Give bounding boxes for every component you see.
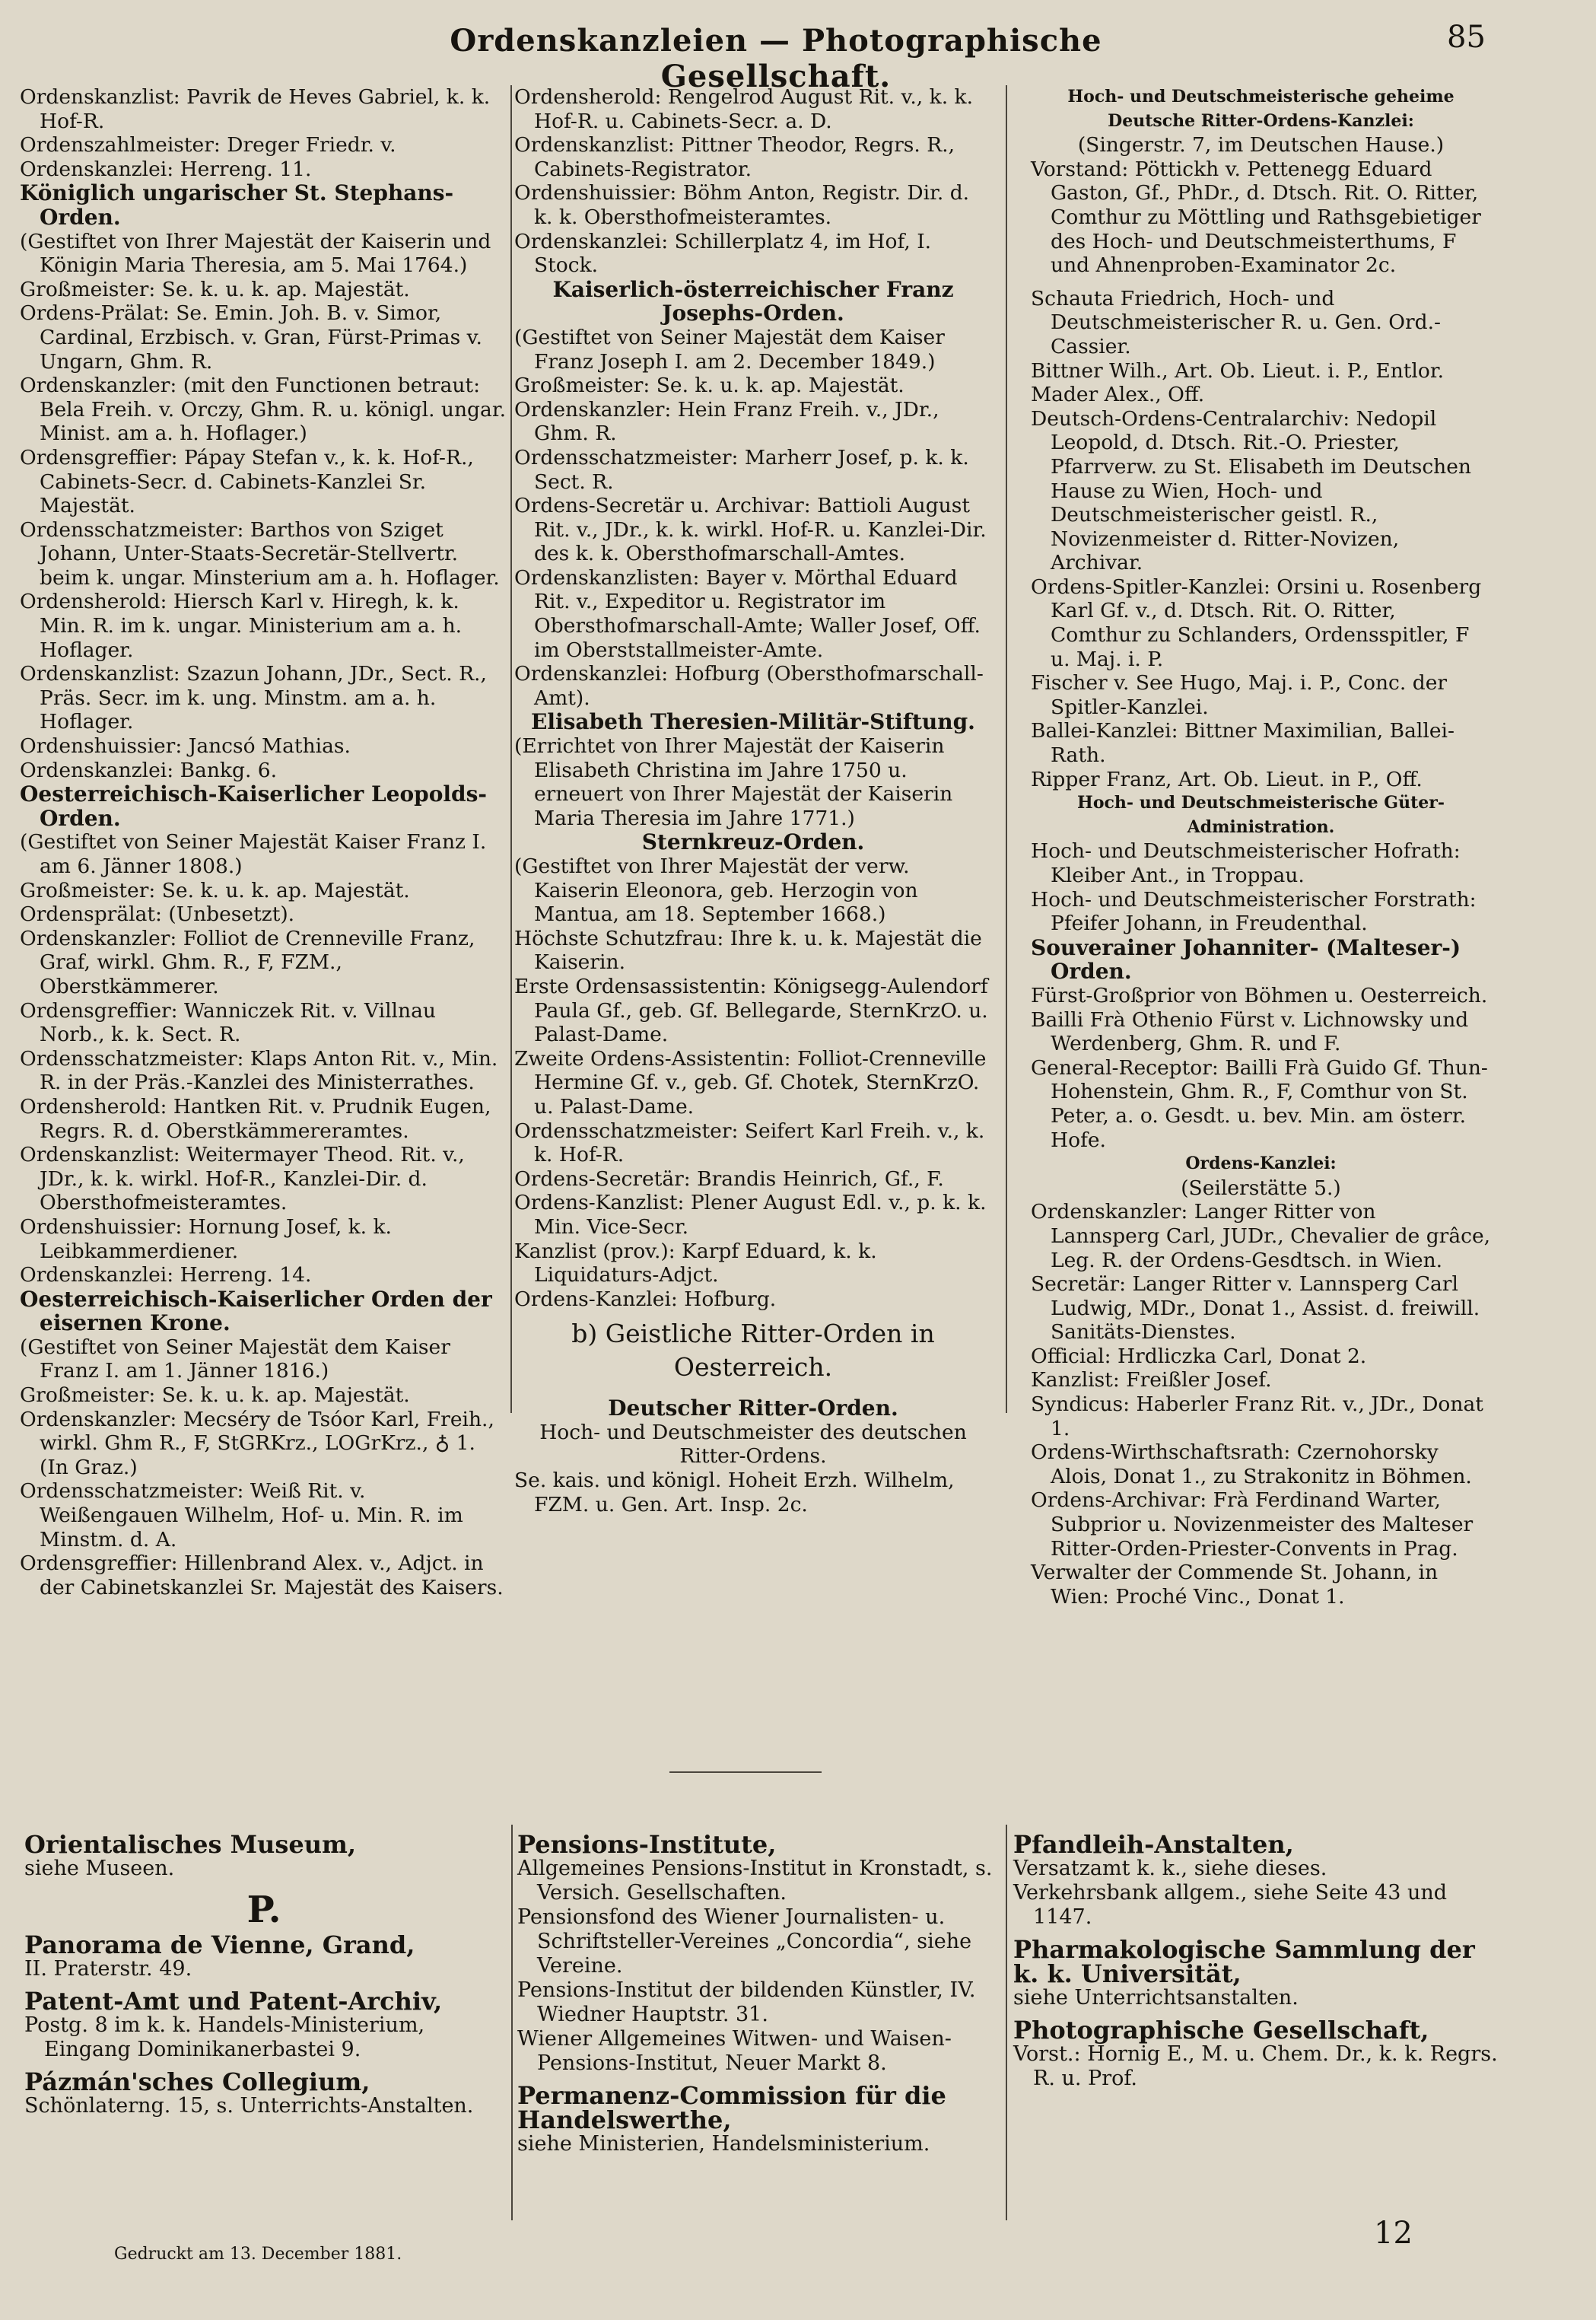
- entry-line: Ordenskanzlist: Pavrik de Heves Gabriel, k. k. Hof-R.: [20, 85, 491, 133]
- section-heading: Oesterreichisch-Kaiserlicher Orden der eisernen Krone.: [20, 1286, 492, 1336]
- entry-line: Kanzlist (prov.): Karpf Eduard, k. k. Liquidaturs-Adjct.: [514, 1239, 877, 1287]
- entry-line: Vorstand: Pöttickh v. Pettenegg Eduard Gaston, Gf., PhDr., d. Dtsch. Rit. O. Ritter, Comthur zu Möttling und Rathsgebietiger des Hoch- und Deutschmeisterthums, F und Ahnenproben-Examinator 2c.: [1031, 157, 1481, 278]
- entry-line: Ordensgreffier: Hillenbrand Alex. v., Adjct. in der Cabinetskanzlei Sr. Majestät des Kaisers.: [20, 1551, 504, 1599]
- index-column-right: [1013, 1825, 1500, 2091]
- entry-line: Verkehrsbank allgem., siehe Seite 43 und 1147.: [1013, 1881, 1448, 1929]
- entry-line: Ordens-Kanzlei: Hofburg.: [514, 1287, 777, 1311]
- entry-line: (Gestiftet von Seiner Majestät dem Kaiser Franz I. am 1. Jänner 1816.): [20, 1335, 450, 1383]
- entry-line: Secretär: Langer Ritter v. Lannsperg Carl Ludwig, MDr., Donat 1., Assist. d. freiwill. Sanitäts-Dienstes.: [1031, 1272, 1480, 1345]
- entry-line: Großmeister: Se. k. u. k. ap. Majestät.: [514, 374, 905, 398]
- entry-line: Ordenskanzlist: Szazun Johann, JDr., Sect. R., Präs. Secr. im k. ung. Minstm. am a. h. Hoflager.: [20, 662, 487, 734]
- entry-line: Ordenskanzler: Hein Franz Freih. v., JDr., Ghm. R.: [514, 397, 939, 446]
- entry-line: Ordenskanzlei: Herreng. 11.: [20, 157, 312, 181]
- entry-line: Ordenskanzlisten: Bayer v. Mörthal Eduard Rit. v., Expeditor u. Registrator im Obersthofmarschall-Amte; Waller Josef, Off. im Oberststallmeister-Amte.: [514, 565, 981, 662]
- entry-line: (Singerstr. 7, im Deutschen Hause.): [1077, 133, 1445, 158]
- column-divider: [511, 1825, 513, 2220]
- entry-line: Ordenskanzler: Mecséry de Tsóor Karl, Freih., wirkl. Ghm R., F, StGRKrz., LOGrKrz., ♁ 1. (In Graz.): [20, 1407, 494, 1479]
- entry-line: Ordens-Prälat: Se. Emin. Joh. B. v. Simor, Cardinal, Erzbisch. v. Gran, Fürst-Primas v. Ungarn, Ghm. R.: [20, 301, 482, 374]
- entry-line: Ordensgreffier: Wanniczek Rit. v. Villnau Norb., k. k. Sect. R.: [20, 998, 436, 1047]
- entry-line: (Errichtet von Ihrer Majestät der Kaiserin Elisabeth Christina im Jahre 1750 u. erneuert von Ihrer Majestät der Kaiserin Maria Theresia im Jahre 1771.): [514, 734, 953, 830]
- entry-line: Ordens-Kanzlist: Plener August Edl. v., p. k. k. Min. Vice-Secr.: [514, 1191, 987, 1239]
- column-right: [1031, 85, 1491, 1609]
- entry-line: Schönlaterng. 15, s. Unterrichts-Anstalten.: [24, 2094, 474, 2118]
- column-left: [20, 85, 507, 1599]
- entry-line: Zweite Ordens-Assistentin: Folliot-Crenneville Hermine Gf. v., geb. Gf. Chotek, SternKrzO. u. Palast-Dame.: [514, 1046, 987, 1119]
- entry-line: Ordenskanzlei: Schillerplatz 4, im Hof, I. Stock.: [514, 229, 932, 278]
- section-heading: Panorama de Vienne, Grand,: [24, 1930, 415, 1959]
- entry-line: (Gestiftet von Ihrer Majestät der verw. Kaiserin Eleonora, geb. Herzogin von Mantua, am 18. September 1668.): [514, 854, 918, 927]
- section-heading: Pfandleih-Anstalten,: [1013, 1830, 1294, 1859]
- section-divider: [669, 1771, 822, 1773]
- entry-line: Ordenskanzlist: Weitermayer Theod. Rit. v., JDr., k. k. wirkl. Hof-R., Kanzlei-Dir. d. Obersthofmeisteramtes.: [20, 1143, 465, 1215]
- section-heading: Photographische Gesellschaft,: [1013, 2016, 1429, 2045]
- entry-line: Ordensprälat: (Unbesetzt).: [20, 902, 295, 927]
- entry-line: (Seilerstätte 5.): [1181, 1176, 1341, 1200]
- entry-line: Verwalter der Commende St. Johann, in Wien: Proché Vinc., Donat 1.: [1031, 1561, 1439, 1609]
- entry-line: Pensionsfond des Wiener Journalisten- u. Schriftsteller-Vereines „Concordia“, siehe Vereine.: [517, 1905, 972, 1978]
- entry-line: Ordensschatzmeister: Weiß Rit. v. Weißengauen Wilhelm, Hof- u. Min. R. im Minstm. d. A.: [20, 1479, 463, 1551]
- entry-line: Ordens-Secretär u. Archivar: Battioli August Rit. v., JDr., k. k. wirkl. Hof-R. u. Kanzlei-Dir. des k. k. Obersthofmarschall-Amtes.: [514, 494, 987, 566]
- subsection-heading: Hoch- und Deutschmeisterische geheime Deutsche Ritter-Ordens-Kanzlei:: [1067, 87, 1455, 131]
- entry-line: Ordens-Spitler-Kanzlei: Orsini u. Rosenberg Karl Gf. v., d. Dtsch. Rit. O. Ritter, Comthur zu Schlanders, Ordensspitler, F u. Maj. i. P.: [1031, 574, 1482, 671]
- entry-line: Bailli Frà Othenio Fürst v. Lichnowsky und Werdenberg, Ghm. R. und F.: [1031, 1007, 1469, 1056]
- column-divider: [510, 85, 512, 1413]
- index-column-middle: [517, 1825, 1000, 2156]
- entry-line: Versatzamt k. k., siehe dieses.: [1013, 1857, 1327, 1880]
- index-column-left: [24, 1825, 504, 2118]
- section-heading: Kaiserlich-österreichischer Franz Josephs-Orden.: [552, 276, 954, 326]
- entry-line: Ordenskanzlei: Herreng. 14.: [20, 1263, 312, 1287]
- entry-line: Erste Ordensassistentin: Königsegg-Aulendorf Paula Gf., geb. Gf. Bellegarde, SternKrzO. u. Palast-Dame.: [514, 974, 988, 1047]
- column-middle: [514, 85, 992, 1516]
- section-heading: Pázmán'sches Collegium,: [24, 2067, 370, 2096]
- entry-line: Ordenszahlmeister: Dreger Friedr. v.: [20, 133, 396, 158]
- entry-line: Ordenskanzler: (mit den Functionen betraut: Bela Freih. v. Orczy, Ghm. R. u. königl. ungar. Minist. am a. h. Hoflager.): [20, 374, 506, 446]
- entry-line: Wiener Allgemeines Witwen- und Waisen-Pensions-Institut, Neuer Markt 8.: [517, 2027, 952, 2075]
- index-reference: siehe Museen.: [24, 1857, 175, 1880]
- entry-line: (Gestiftet von Seiner Majestät dem Kaiser Franz Joseph I. am 2. December 1849.): [514, 325, 945, 374]
- index-letter: P.: [246, 1889, 281, 1931]
- column-divider: [1006, 85, 1007, 1413]
- entry-line: Se. kais. und königl. Hoheit Erzh. Wilhelm, FZM. u. Gen. Art. Insp. 2c.: [514, 1469, 955, 1516]
- page-number: 85: [1447, 20, 1486, 55]
- section-heading: Patent-Amt und Patent-Archiv,: [24, 1987, 443, 2016]
- entry-line: Fürst-Großprior von Böhmen u. Oesterreich.: [1031, 983, 1488, 1007]
- section-heading: Souverainer Johanniter- (Malteser-) Orden.: [1031, 934, 1461, 985]
- entry-line: General-Receptor: Bailli Frà Guido Gf. Thun-Hohenstein, Ghm. R., F, Comthur von St. Peter, a. o. Gesdt. u. bev. Min. am österr. Hofe.: [1031, 1055, 1488, 1152]
- entry-line: Mader Alex., Off.: [1031, 383, 1205, 407]
- part-heading: b) Geistliche Ritter-Orden in Oesterreich.: [571, 1319, 935, 1383]
- entry-line: Ordensherold: Rengelrod August Rit. v., k. k. Hof-R. u. Cabinets-Secr. a. D.: [514, 85, 974, 133]
- entry-line: Ordenskanzler: Langer Ritter von Lannsperg Carl, JUDr., Chevalier de grâce, Leg. R. der Ordens-Gesdtsch. in Wien.: [1031, 1200, 1491, 1272]
- entry-line: Ordensherold: Hiersch Karl v. Hiregh, k. k. Min. R. im k. ungar. Ministerium am a. h. Hoflager.: [20, 590, 463, 662]
- section-heading: Königlich ungarischer St. Stephans-Orden.: [20, 180, 454, 230]
- column-divider: [1006, 1825, 1007, 2220]
- entry-line: (Gestiftet von Seiner Majestät Kaiser Franz I. am 6. Jänner 1808.): [20, 830, 487, 878]
- entry-line: Großmeister: Se. k. u. k. ap. Majestät.: [20, 1383, 410, 1408]
- entry-line: Official: Hrdliczka Carl, Donat 2.: [1031, 1344, 1367, 1368]
- entry-line: Ordens-Wirthschaftsrath: Czernohorsky Alois, Donat 1., zu Strakonitz in Böhmen.: [1031, 1440, 1472, 1488]
- entry-line: Kanzlist: Freißler Josef.: [1031, 1368, 1272, 1392]
- index-reference: II. Praterstr. 49.: [24, 1957, 192, 1981]
- entry-line: Höchste Schutzfrau: Ihre k. u. k. Majestät die Kaiserin.: [514, 926, 982, 975]
- entry-line: Ordensschatzmeister: Seifert Karl Freih. v., k. k. Hof-R.: [514, 1119, 985, 1167]
- entry-line: (Gestiftet von Ihrer Majestät der Kaiserin und Königin Maria Theresia, am 5. Mai 1764.): [20, 229, 491, 278]
- entry-line: Vorst.: Hornig E., M. u. Chem. Dr., k. k. Regrs. R. u. Prof.: [1013, 2042, 1498, 2090]
- entry-line: Hoch- und Deutschmeister des deutschen Ritter-Ordens.: [539, 1420, 967, 1469]
- print-date: Gedruckt am 13. December 1881.: [114, 2245, 402, 2264]
- entry-line: Ordensherold: Hantken Rit. v. Prudnik Eugen, Regrs. R. d. Oberstkämmereramtes.: [20, 1094, 491, 1143]
- entry-line: Ordensschatzmeister: Klaps Anton Rit. v., Min. R. in der Präs.-Kanzlei des Ministerrathes.: [20, 1046, 498, 1095]
- entry-line: Großmeister: Se. k. u. k. ap. Majestät.: [20, 277, 410, 301]
- section-heading: Deutscher Ritter-Orden.: [608, 1396, 898, 1421]
- entry-line: Ripper Franz, Art. Ob. Lieut. in P., Off.: [1031, 767, 1423, 791]
- entry-line: Ordensgreffier: Pápay Stefan v., k. k. Hof-R., Cabinets-Secr. d. Cabinets-Kanzlei Sr. Majestät.: [20, 445, 474, 518]
- subsection-heading: Hoch- und Deutschmeisterische Güter-Administration.: [1077, 793, 1445, 837]
- section-heading: Permanenz-Commission für die Handelswerthe,: [517, 2081, 946, 2134]
- entry-line: Fischer v. See Hugo, Maj. i. P., Conc. der Spitler-Kanzlei.: [1031, 671, 1448, 719]
- entry-line: Hoch- und Deutschmeisterischer Forstrath: Pfeifer Johann, in Freudenthal.: [1031, 887, 1477, 936]
- subsection-heading: Ordens-Kanzlei:: [1185, 1154, 1337, 1174]
- entry-line: Ordenskanzlei: Hofburg (Obersthofmarschall-Amt).: [514, 662, 984, 710]
- entry-line: Pensions-Institut der bildenden Künstler, IV. Wiedner Hauptstr. 31.: [517, 1978, 976, 2026]
- entry-line: Ballei-Kanzlei: Bittner Maximilian, Ballei-Rath.: [1031, 719, 1455, 768]
- entry-line: Ordenskanzlist: Pittner Theodor, Regrs. R., Cabinets-Registrator.: [514, 133, 955, 181]
- section-heading: Orientalisches Museum,: [24, 1830, 356, 1859]
- entry-line: Allgemeines Pensions-Institut in Kronstadt, s. Versich. Gesellschaften.: [517, 1857, 993, 1905]
- entry-line: Deutsch-Ordens-Centralarchiv: Nedopil Leopold, d. Dtsch. Rit.-O. Priester, Pfarrverw. zu St. Elisabeth im Deutschen Hause zu Wien, Hoch- und Deutschmeisterischer geistl. R., Novizenmeister d. Ritter-Novizen, Archivar.: [1031, 406, 1471, 575]
- entry-line: Syndicus: Haberler Franz Rit. v., JDr., Donat 1.: [1031, 1392, 1483, 1440]
- entry-line: Ordens-Secretär: Brandis Heinrich, Gf., F.: [514, 1166, 944, 1191]
- sheet-number: 12: [1374, 2216, 1413, 2251]
- index-reference: siehe Ministerien, Handelsministerium.: [517, 2132, 930, 2156]
- index-reference: siehe Unterrichtsanstalten.: [1013, 1986, 1299, 2010]
- entry-line: Ordenskanzler: Folliot de Crenneville Franz, Graf, wirkl. Ghm. R., F, FZM., Oberstkämmerer.: [20, 926, 475, 998]
- entry-line: Ordensschatzmeister: Barthos von Sziget Johann, Unter-Staats-Secretär-Stellvertr. beim k. ungar. Minsterium am a. h. Hoflager.: [20, 517, 500, 590]
- section-heading: Oesterreichisch-Kaiserlicher Leopolds-Orden.: [20, 781, 487, 831]
- section-heading: Sternkreuz-Orden.: [641, 829, 865, 855]
- entry-line: Ordenshuissier: Hornung Josef, k. k. Leibkammerdiener.: [20, 1214, 392, 1263]
- entry-line: Ordens-Archivar: Frà Ferdinand Warter, Subprior u. Novizenmeister des Malteser Ritter-Orden-Priester-Convents in Prag.: [1031, 1488, 1474, 1561]
- entry-line: Bittner Wilh., Art. Ob. Lieut. i. P., Entlor.: [1031, 358, 1445, 383]
- entry-line: Ordensschatzmeister: Marherr Josef, p. k. k. Sect. R.: [514, 445, 969, 494]
- entry-line: Schauta Friedrich, Hoch- und Deutschmeisterischer R. u. Gen. Ord.-Cassier.: [1031, 286, 1442, 358]
- entry-line: Ordenshuissier: Jancsó Mathias.: [20, 734, 351, 759]
- entry-line: Ordenskanzlei: Bankg. 6.: [20, 758, 278, 782]
- section-heading: Pensions-Institute,: [517, 1830, 777, 1859]
- entry-line: Hoch- und Deutschmeisterischer Hofrath: Kleiber Ant., in Troppau.: [1031, 839, 1461, 887]
- section-heading: Pharmakologische Sammlung der k. k. Universität,: [1013, 1935, 1475, 1988]
- page-title: Ordenskanzleien — Photographische Gesellschaft.: [450, 23, 1102, 94]
- section-heading: Elisabeth Theresien-Militär-Stiftung.: [531, 709, 975, 735]
- entry-line: Ordenshuissier: Böhm Anton, Registr. Dir. d. k. k. Obersthofmeisteramtes.: [514, 181, 970, 229]
- entry-line: Postg. 8 im k. k. Handels-Ministerium, Eingang Dominikanerbastei 9.: [24, 2013, 425, 2061]
- entry-line: Großmeister: Se. k. u. k. ap. Majestät.: [20, 878, 410, 902]
